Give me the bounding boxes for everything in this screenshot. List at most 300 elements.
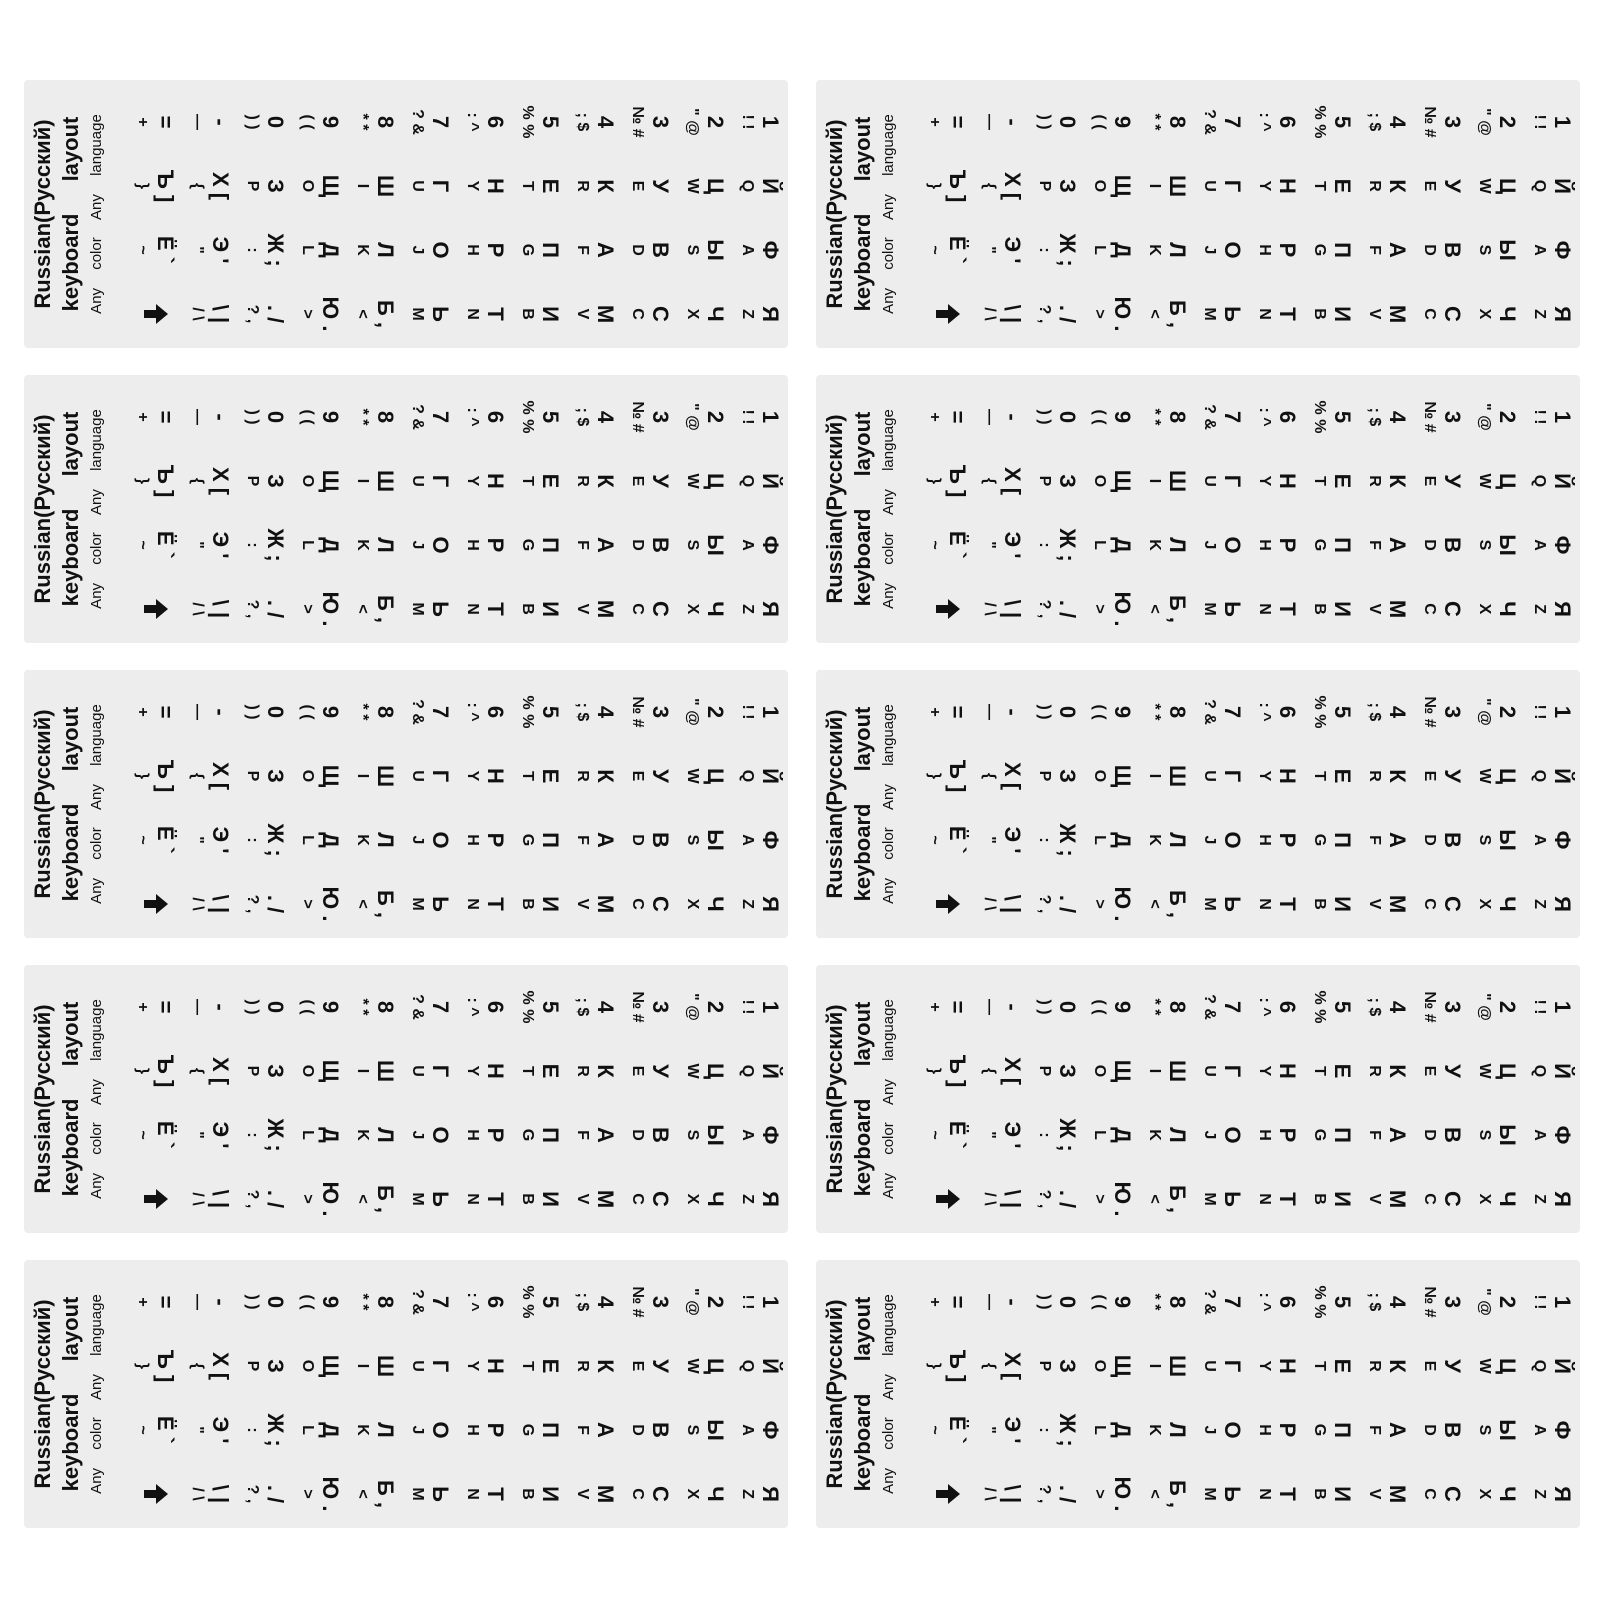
- key-label-russian: Т: [483, 602, 508, 616]
- key-sticker: [1525, 1400, 1577, 1460]
- key-label-russian: Ь: [428, 601, 453, 617]
- key-sticker: [403, 977, 455, 1037]
- key-label-russian: 7: [1220, 410, 1245, 424]
- key-label-latin: J: [1201, 540, 1218, 550]
- key-sticker: [1470, 1169, 1522, 1229]
- key-label-latin: ~: [134, 835, 151, 845]
- key-sticker: [1140, 682, 1192, 742]
- key-label-latin: —: [189, 1294, 206, 1310]
- key-label-latin: I: [1146, 478, 1163, 484]
- key-sticker: [128, 451, 180, 511]
- key-label-latin: ? ,: [244, 1189, 261, 1209]
- key-label-russian: З: [263, 474, 288, 488]
- key-label-russian: 3: [648, 1000, 673, 1014]
- key-sticker: [1305, 977, 1357, 1037]
- key-label-russian: 4: [1385, 115, 1410, 129]
- key-label-russian: Б ,: [1165, 1479, 1190, 1509]
- key-sticker: [920, 1336, 972, 1396]
- key-label-russian: Ь: [1220, 601, 1245, 617]
- key-sticker: [920, 220, 972, 280]
- key-label-latin: " @: [684, 403, 701, 431]
- key-label-latin: —: [189, 999, 206, 1015]
- key-label-latin: / \: [981, 1192, 998, 1206]
- key-label-latin: P: [1036, 180, 1053, 192]
- key-label-latin: P: [1036, 475, 1053, 487]
- key-label-latin: ( (: [1091, 999, 1108, 1015]
- key-label-russian: П: [1330, 242, 1355, 258]
- key-label-latin: Z: [739, 1489, 756, 1499]
- key-label-russian: Ё `: [945, 530, 970, 560]
- key-sticker: [678, 810, 730, 870]
- key-sticker: [348, 156, 400, 216]
- key-label-latin: G: [1311, 1128, 1328, 1142]
- key-label-latin: X: [684, 603, 701, 615]
- key-label-russian: 5: [1330, 1295, 1355, 1309]
- key-sticker: [733, 451, 785, 511]
- key-label-latin: <: [1146, 1194, 1163, 1204]
- key-label-russian: Щ: [318, 764, 343, 788]
- key-label-latin: * *: [1146, 703, 1163, 721]
- key-label-russian: 6: [1275, 1295, 1300, 1309]
- key-sticker: [458, 1169, 510, 1229]
- key-sticker: [1525, 515, 1577, 575]
- key-sticker: [623, 746, 675, 806]
- key-sticker: [1360, 682, 1412, 742]
- key-label-russian: М: [593, 599, 618, 619]
- keyboard-sticker-sheet: [816, 670, 1580, 938]
- key-sticker: [1305, 156, 1357, 216]
- key-label-latin: N: [1256, 1193, 1273, 1205]
- key-sticker: [238, 1272, 290, 1332]
- key-sticker: [1470, 451, 1522, 511]
- title-line-1: Russian(Русский): [822, 119, 847, 309]
- key-sticker: [458, 451, 510, 511]
- key-label-latin: * *: [1146, 408, 1163, 426]
- key-label-latin: ! !: [1531, 409, 1548, 425]
- key-sticker: [1140, 92, 1192, 152]
- key-sticker: [128, 92, 180, 152]
- key-sticker: [678, 1105, 730, 1165]
- key-sticker: [1415, 1041, 1467, 1101]
- key-label-russian: Ё `: [153, 1415, 178, 1445]
- key-label-latin: " @: [1476, 1288, 1493, 1316]
- key-sticker: [293, 1400, 345, 1460]
- key-sticker: [183, 1272, 235, 1332]
- key-label-latin: ) ): [244, 409, 261, 425]
- key-label-russian: 3: [1440, 1000, 1465, 1014]
- key-label-latin: }: [926, 1362, 943, 1370]
- key-label-latin: D: [1421, 244, 1438, 256]
- key-sticker: [568, 284, 620, 344]
- key-sticker: [1305, 1272, 1357, 1332]
- key-label-russian: П: [538, 1422, 563, 1438]
- key-sticker: [1195, 92, 1247, 152]
- key-sticker: [403, 579, 455, 639]
- key-label-russian: =: [945, 115, 970, 129]
- key-sticker: [403, 220, 455, 280]
- key-label-russian: 2: [1495, 705, 1520, 719]
- key-label-russian: У: [1440, 1064, 1465, 1078]
- key-label-russian: Х [: [1000, 1351, 1025, 1381]
- key-sticker: [1415, 220, 1467, 280]
- key-label-latin: ? &: [1201, 404, 1218, 430]
- key-label-latin: C: [629, 1488, 646, 1500]
- key-sticker: [293, 284, 345, 344]
- key-sticker: [403, 387, 455, 447]
- key-sticker: [678, 1336, 730, 1396]
- key-label-latin: № #: [629, 696, 646, 728]
- key-label-latin: {: [189, 1362, 206, 1370]
- key-label-russian: Ш: [373, 764, 398, 788]
- key-label-russian: Ф: [1550, 535, 1575, 555]
- key-label-russian: В: [1440, 242, 1465, 258]
- key-label-russian: 3: [648, 1295, 673, 1309]
- key-label-latin: W: [684, 1358, 701, 1374]
- key-sticker: [238, 682, 290, 742]
- key-label-latin: T: [1311, 476, 1328, 486]
- key-label-russian: 8: [1165, 410, 1190, 424]
- key-label-latin: ; $: [1366, 1292, 1383, 1312]
- key-sticker: [623, 1400, 675, 1460]
- key-sticker: [1140, 1041, 1192, 1101]
- key-label-latin: ": [981, 1426, 998, 1434]
- key-label-russian: 1: [1550, 1295, 1575, 1309]
- key-sticker: [1415, 92, 1467, 152]
- key-sticker: [128, 284, 180, 344]
- key-sticker: [1030, 746, 1082, 806]
- key-label-russian: 6: [483, 1295, 508, 1309]
- key-label-russian: 3: [1440, 1295, 1465, 1309]
- title-line-3: Any color Any language: [88, 409, 105, 609]
- key-label-latin: M: [409, 602, 426, 616]
- key-sticker: [238, 515, 290, 575]
- key-label-russian: 7: [428, 1295, 453, 1309]
- key-label-russian: С: [1440, 1486, 1465, 1502]
- key-label-russian: Ц: [1495, 767, 1520, 785]
- key-sticker: [238, 1336, 290, 1396]
- key-sticker: [1415, 1105, 1467, 1165]
- key-sticker: [238, 284, 290, 344]
- key-sticker: [1140, 1272, 1192, 1332]
- key-label-latin: Y: [464, 1065, 481, 1077]
- key-label-russian: У: [648, 1359, 673, 1373]
- key-label-latin: V: [1366, 308, 1383, 320]
- key-label-russian: З: [263, 769, 288, 783]
- key-label-russian: 3: [1440, 115, 1465, 129]
- key-sticker: [1360, 1041, 1412, 1101]
- key-sticker: [513, 284, 565, 344]
- title-line-2: keyboard layout: [850, 1296, 875, 1492]
- key-sticker: [920, 579, 972, 639]
- key-sticker: [183, 1400, 235, 1460]
- key-sticker: [458, 579, 510, 639]
- key-label-russian: 7: [1220, 1000, 1245, 1014]
- key-label-latin: S: [684, 539, 701, 551]
- key-sticker: [1305, 451, 1357, 511]
- key-label-russian: Л: [373, 537, 398, 553]
- key-label-latin: G: [1311, 538, 1328, 552]
- key-label-russian: Т: [1275, 897, 1300, 911]
- key-sticker: [733, 810, 785, 870]
- key-sticker: [128, 1336, 180, 1396]
- key-label-latin: R: [1366, 1360, 1383, 1372]
- key-label-latin: / \: [189, 1487, 206, 1501]
- key-sticker: [920, 515, 972, 575]
- key-sticker: [975, 1105, 1027, 1165]
- key-label-russian: Ч: [1495, 1191, 1520, 1207]
- key-label-latin: * *: [1146, 998, 1163, 1016]
- key-label-russian: У: [648, 474, 673, 488]
- sticker-content: [816, 965, 1580, 1233]
- key-label-latin: :: [1036, 247, 1053, 253]
- key-sticker: [678, 156, 730, 216]
- key-label-russian: Г: [1220, 474, 1245, 488]
- key-label-russian: Б ,: [1165, 299, 1190, 329]
- key-label-latin: ~: [926, 1130, 943, 1140]
- key-label-russian: Е: [538, 473, 563, 489]
- key-sticker: [128, 515, 180, 575]
- key-label-russian: \ |: [208, 894, 233, 914]
- key-sticker: [1140, 977, 1192, 1037]
- key-sticker: [1030, 156, 1082, 216]
- key-label-russian: Н: [1275, 768, 1300, 784]
- key-sticker: [975, 1336, 1027, 1396]
- key-sticker: [458, 682, 510, 742]
- key-label-russian: Д: [318, 832, 343, 848]
- key-label-russian: 6: [483, 1000, 508, 1014]
- key-label-latin: W: [684, 473, 701, 489]
- key-sticker: [1525, 810, 1577, 870]
- key-sticker: [678, 1169, 730, 1229]
- key-label-latin: L: [1091, 245, 1108, 255]
- key-label-latin: : ^: [464, 702, 481, 722]
- key-label-latin: ; $: [1366, 997, 1383, 1017]
- key-label-latin: № #: [1421, 991, 1438, 1023]
- key-sticker: [128, 1105, 180, 1165]
- key-sticker: [183, 874, 235, 934]
- key-label-russian: Ш: [1165, 469, 1190, 493]
- key-label-russian: 7: [1220, 115, 1245, 129]
- key-label-latin: >: [299, 1194, 316, 1204]
- key-label-russian: Х [: [208, 1056, 233, 1086]
- key-label-latin: ? &: [409, 994, 426, 1020]
- key-label-russian: К: [1385, 1359, 1410, 1373]
- key-sticker: [1195, 874, 1247, 934]
- key-label-russian: Ф: [1550, 830, 1575, 850]
- key-label-latin: ~: [134, 245, 151, 255]
- key-label-russian: 4: [593, 705, 618, 719]
- key-sticker: [293, 1272, 345, 1332]
- key-label-russian: Ш: [373, 1354, 398, 1378]
- key-sticker: [1085, 1464, 1137, 1524]
- key-sticker: [348, 451, 400, 511]
- key-label-russian: Ш: [1165, 1354, 1190, 1378]
- key-label-russian: Ж ;: [263, 1118, 288, 1152]
- key-sticker: [1030, 682, 1082, 742]
- key-sticker: [1140, 515, 1192, 575]
- key-label-latin: {: [189, 477, 206, 485]
- key-label-latin: U: [1201, 1360, 1218, 1372]
- key-sticker: [733, 874, 785, 934]
- key-label-russian: П: [538, 1127, 563, 1143]
- key-label-latin: T: [1311, 1361, 1328, 1371]
- key-label-latin: M: [1201, 897, 1218, 911]
- key-sticker: [348, 1400, 400, 1460]
- key-label-latin: U: [409, 180, 426, 192]
- key-label-russian: . /: [263, 599, 288, 619]
- key-sticker: [733, 682, 785, 742]
- key-label-russian: Е: [538, 178, 563, 194]
- key-sticker: [238, 1105, 290, 1165]
- key-label-latin: J: [1201, 1425, 1218, 1435]
- key-label-latin: : ^: [464, 407, 481, 427]
- sticker-title: [24, 375, 119, 643]
- key-sticker: [238, 451, 290, 511]
- key-label-latin: N: [464, 603, 481, 615]
- key-label-russian: Ь: [1220, 896, 1245, 912]
- key-sticker: [1195, 284, 1247, 344]
- key-label-latin: :: [244, 1427, 261, 1433]
- key-sticker: [623, 682, 675, 742]
- sticker-content: [816, 670, 1580, 938]
- key-sticker: [1525, 682, 1577, 742]
- key-sticker: [1030, 1336, 1082, 1396]
- key-sticker: [1250, 220, 1302, 280]
- key-label-russian: Х [: [208, 1351, 233, 1381]
- key-sticker: [128, 220, 180, 280]
- key-label-latin: ! !: [1531, 704, 1548, 720]
- key-label-latin: * *: [354, 703, 371, 721]
- key-sticker: [293, 451, 345, 511]
- key-sticker: [1470, 1400, 1522, 1460]
- key-label-russian: \ |: [208, 1189, 233, 1209]
- key-sticker: [1360, 387, 1412, 447]
- key-sticker: [623, 1169, 675, 1229]
- key-sticker: [1360, 1169, 1412, 1229]
- key-label-latin: A: [739, 1424, 756, 1436]
- key-label-russian: 1: [1550, 705, 1575, 719]
- key-label-russian: Х [: [1000, 171, 1025, 201]
- key-sticker: [733, 746, 785, 806]
- key-label-latin: " @: [684, 993, 701, 1021]
- key-label-latin: F: [574, 1130, 591, 1140]
- key-sticker: [623, 579, 675, 639]
- key-label-latin: H: [464, 1129, 481, 1141]
- key-label-russian: 3: [1440, 705, 1465, 719]
- key-label-russian: П: [538, 537, 563, 553]
- key-label-latin: +: [926, 412, 943, 422]
- key-label-latin: Y: [464, 180, 481, 192]
- key-label-russian: Л: [373, 242, 398, 258]
- key-label-russian: Ф: [1550, 240, 1575, 260]
- key-sticker: [568, 682, 620, 742]
- key-sticker: [975, 977, 1027, 1037]
- key-label-russian: Т: [483, 1487, 508, 1501]
- title-line-2: keyboard layout: [58, 411, 83, 607]
- key-label-russian: -: [1000, 1298, 1025, 1306]
- key-sticker: [348, 1041, 400, 1101]
- key-label-latin: ( (: [299, 1294, 316, 1310]
- key-label-russian: 0: [1055, 1000, 1080, 1014]
- key-label-latin: —: [981, 999, 998, 1015]
- key-sticker: [678, 92, 730, 152]
- key-label-latin: F: [574, 245, 591, 255]
- key-sticker: [128, 156, 180, 216]
- key-label-russian: И: [538, 601, 563, 617]
- shift-arrow-icon: [932, 1187, 962, 1211]
- key-sticker: [568, 1464, 620, 1524]
- key-sticker: [458, 1105, 510, 1165]
- key-label-latin: K: [354, 539, 371, 551]
- key-label-russian: Р: [1275, 242, 1300, 258]
- key-label-russian: -: [1000, 708, 1025, 716]
- key-sticker: [238, 1464, 290, 1524]
- key-sticker: [183, 284, 235, 344]
- key-label-latin: K: [354, 1424, 371, 1436]
- key-label-latin: ) ): [1036, 114, 1053, 130]
- key-sticker: [678, 977, 730, 1037]
- key-sticker: [183, 810, 235, 870]
- key-sticker: [1030, 451, 1082, 511]
- key-label-latin: B: [1311, 603, 1328, 615]
- key-label-russian: Ъ ]: [153, 1349, 178, 1383]
- key-label-russian: Ъ ]: [945, 759, 970, 793]
- key-label-latin: № #: [1421, 106, 1438, 138]
- key-label-russian: Ь: [1220, 306, 1245, 322]
- key-label-russian: Ы: [703, 534, 728, 556]
- key-label-latin: :: [1036, 1132, 1053, 1138]
- key-label-russian: О: [1220, 1421, 1245, 1439]
- key-label-latin: >: [299, 309, 316, 319]
- key-sticker: [1525, 284, 1577, 344]
- key-label-russian: Ь: [1220, 1486, 1245, 1502]
- key-label-russian: -: [208, 413, 233, 421]
- key-label-russian: Л: [1165, 1127, 1190, 1143]
- key-sticker: [1030, 387, 1082, 447]
- key-label-latin: <: [1146, 1489, 1163, 1499]
- key-label-russian: Ъ ]: [153, 464, 178, 498]
- key-sticker: [128, 1272, 180, 1332]
- key-label-latin: M: [409, 307, 426, 321]
- key-label-russian: Ж ;: [1055, 1413, 1080, 1447]
- key-label-latin: R: [574, 475, 591, 487]
- key-label-russian: Л: [1165, 1422, 1190, 1438]
- key-label-russian: =: [153, 410, 178, 424]
- shift-arrow-icon: [140, 1482, 170, 1506]
- key-label-russian: 9: [1110, 410, 1135, 424]
- key-label-russian: 5: [1330, 1000, 1355, 1014]
- key-label-latin: Q: [1531, 179, 1548, 193]
- key-sticker: [293, 92, 345, 152]
- key-label-russian: 5: [538, 410, 563, 424]
- key-label-russian: Ц: [1495, 1062, 1520, 1080]
- key-label-russian: 3: [648, 115, 673, 129]
- key-label-latin: X: [1476, 603, 1493, 615]
- key-label-russian: Щ: [1110, 469, 1135, 493]
- key-label-russian: Я: [1550, 601, 1575, 617]
- key-sticker: [1140, 810, 1192, 870]
- key-label-latin: Y: [464, 1360, 481, 1372]
- sticker-content: [24, 80, 788, 348]
- key-label-latin: % %: [519, 1285, 536, 1319]
- key-label-latin: Y: [1256, 475, 1273, 487]
- key-label-russian: К: [1385, 769, 1410, 783]
- key-label-latin: B: [519, 603, 536, 615]
- key-label-latin: —: [981, 1294, 998, 1310]
- key-sticker: [975, 1041, 1027, 1101]
- key-sticker: [1525, 92, 1577, 152]
- key-sticker: [293, 1105, 345, 1165]
